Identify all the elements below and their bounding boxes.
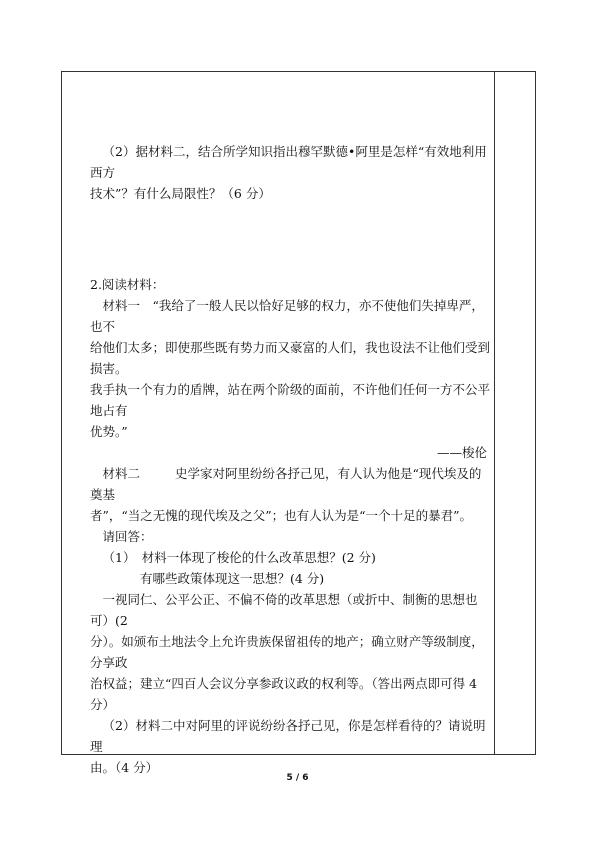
material2-text-line1: 史学家对阿里纷纷各抒己见，有人认为他是“现代埃及的奠基 (90, 466, 482, 502)
material2-label: 材料二 (102, 466, 141, 481)
material1-text-line1: “我给了一般人民以恰好足够的权力，亦不使他们失掉卑严，也不 (90, 298, 484, 334)
material1-label: 材料一 (102, 298, 141, 313)
material2-line1 (90, 463, 493, 505)
sub1-line1: （1） 材料一体现了梭伦的什么改革思想？(2 分) (102, 550, 376, 565)
material1-line3: 我手执一个有力的盾牌，站在两个阶级的面前，不许他们任何一方不公平地占有 (90, 382, 491, 418)
answer-line2: 分）。如颁布土地法令上允许贵族保留祖传的地产；确立财产等级制度，分享政 (90, 634, 484, 670)
material1-line1 (90, 295, 493, 337)
answer-space (90, 204, 493, 274)
table-column-divider (494, 72, 495, 754)
question-content (90, 141, 493, 778)
material1-line2: 给他们太多；即使那些既有势力而又豪富的人们，我也设法不让他们受到损害。 (90, 340, 491, 376)
q1-part2-line1: （2）据材料二，结合所学知识指出穆罕默德•阿里是怎样“有效地利用西方 (90, 144, 487, 180)
sub2-line1: （2）材料二中对阿里的评说纷纷各抒己见，你是怎样看待的？请说明理 (90, 718, 486, 754)
ask-prompt: 请回答： (102, 529, 153, 544)
material1-source: ——梭伦 (436, 445, 487, 460)
sub1-line2: 有哪些政策体现这一思想？(4 分) (140, 571, 325, 586)
answer-line3: 治权益；建立“四百人会议分享参政议政的权利等。（答出两点即可得 4 分） (90, 676, 478, 712)
q1-part2-line2: 技术”？有什么局限性？（6 分） (90, 186, 271, 201)
answer-line1: 一视同仁、公平公正、不偏不倚的改革思想（或折中、制衡的思想也可）(2 (90, 592, 478, 628)
material2-line2: 者”，“当之无愧的现代埃及之父”；也有人认为是“一个十足的暴君”。 (90, 508, 472, 523)
page-number: 5 / 6 (286, 773, 309, 783)
sub2-line2: 由。（4 分） (90, 760, 159, 775)
q2-header: 2.阅读材料： (90, 277, 165, 292)
material1-line4: 优势。” (90, 424, 128, 439)
